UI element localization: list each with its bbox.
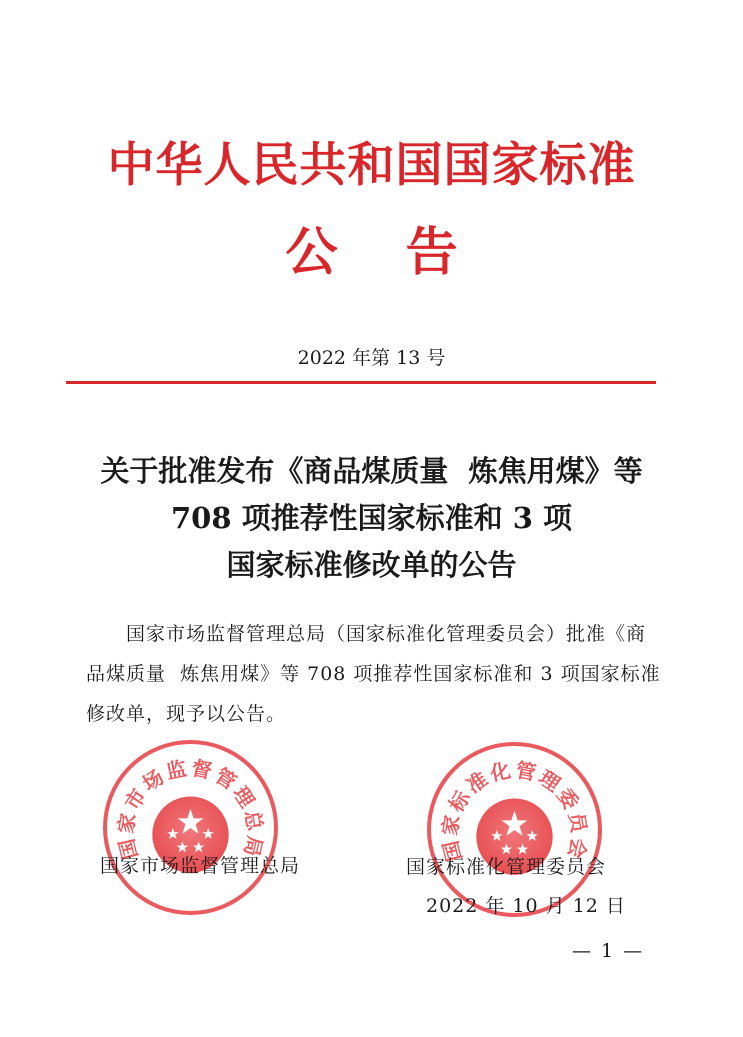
title-line-2: 708 项推荐性国家标准和 3 项	[170, 501, 572, 535]
header-title: 中华人民共和国国家标准	[107, 138, 636, 193]
seal-1-text: 国家市场监督管理总局	[115, 757, 266, 862]
title-line-1: 关于批准发布《商品煤质量 炼焦用煤》等	[100, 454, 643, 488]
seal-2-text: 国家标准化管理委员会	[439, 759, 590, 864]
header-subtitle: 公告	[285, 222, 526, 283]
signatory-sac: 国家标准化管理委员会	[406, 856, 607, 878]
signatory-samr: 国家市场监督管理总局	[100, 855, 301, 877]
announcement-title	[0, 448, 743, 589]
red-divider	[66, 381, 656, 384]
body-paragraph: 国家市场监督管理总局（国家标准化管理委员会）批准《商品煤质量 炼焦用煤》等 708 项推荐性国家标准和 3 项国家标准修改单，现予以公告。	[86, 623, 661, 725]
official-seal-samr	[103, 740, 278, 915]
page-number: — 1 —	[572, 940, 645, 962]
doc-number: 2022 年第 13 号	[297, 347, 446, 369]
issue-date: 2022 年 10 月 12 日	[426, 895, 626, 917]
title-line-3: 国家标准修改单的公告	[226, 548, 517, 582]
